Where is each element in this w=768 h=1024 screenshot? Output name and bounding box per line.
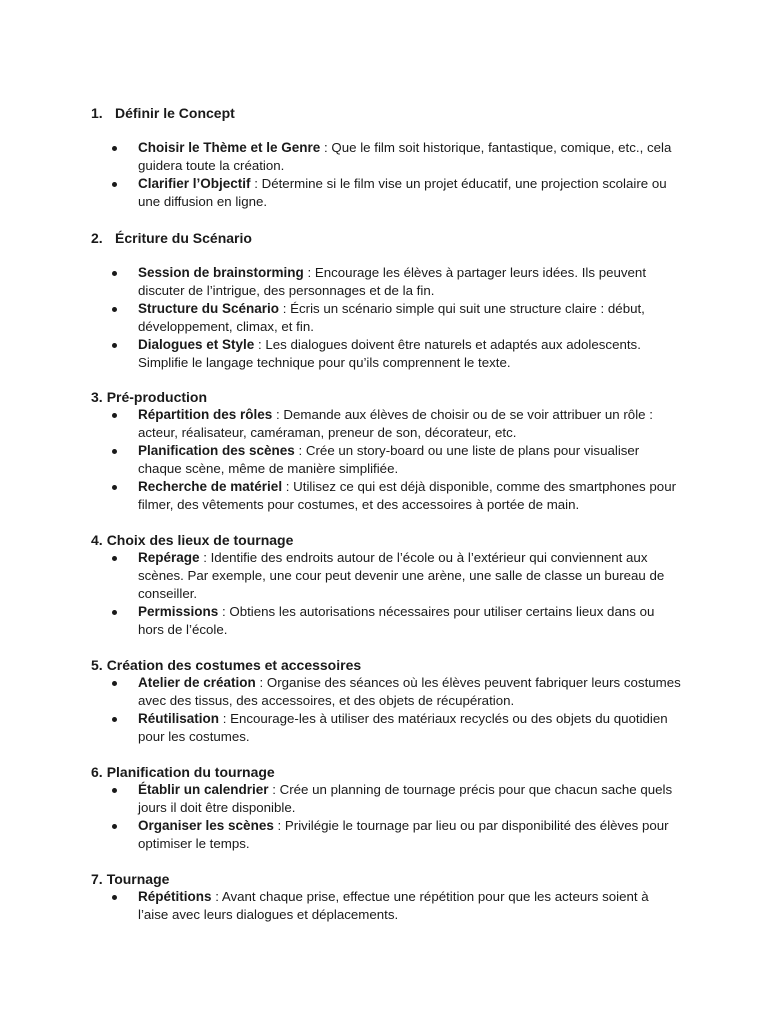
bullet-list [112, 549, 682, 639]
bullet-icon [112, 146, 117, 151]
section-title: Création des costumes et accessoires [106, 657, 362, 673]
section-heading [91, 229, 252, 247]
item-description: : Détermine si le film vise un projet éducatif, une projection scolaire ou une diffusion en ligne. [138, 176, 667, 209]
bullet-list [112, 674, 682, 746]
item-term: Structure du Scénario [138, 301, 280, 316]
section-number: 7. [91, 871, 103, 887]
section-title: Tournage [106, 871, 170, 887]
section-heading [91, 656, 361, 674]
bullet-list [112, 406, 682, 514]
list-item [112, 674, 682, 710]
list-item [112, 549, 682, 603]
item-term: Recherche de matériel [138, 479, 283, 494]
bullet-icon [112, 182, 117, 187]
bullet-list [112, 264, 682, 372]
item-term: Répartition des rôles [138, 407, 273, 422]
item-description: : Encourage-les à utiliser des matériaux recyclés ou des objets du quotidien pour les costumes. [138, 711, 668, 744]
section-number: 4. [91, 532, 103, 548]
list-item [112, 139, 682, 175]
list-item [112, 406, 682, 442]
list-item [112, 336, 682, 372]
bullet-icon [112, 895, 117, 900]
section-number: 2. [91, 230, 103, 246]
item-description: : Demande aux élèves de choisir ou de se voir attribuer un rôle : acteur, réalisateur, caméraman, preneur de son, décorateur, etc. [138, 407, 653, 440]
item-description: : Obtiens les autorisations nécessaires pour utiliser certains lieux dans ou hors de l’école. [138, 604, 655, 637]
item-term: Permissions [138, 604, 219, 619]
bullet-list [112, 888, 682, 924]
section-heading [91, 104, 235, 122]
section-title: Écriture du Scénario [115, 230, 252, 246]
item-description: : Écris un scénario simple qui suit une structure claire : début, développement, climax, et fin. [138, 301, 645, 334]
list-item [112, 264, 682, 300]
bullet-icon [112, 610, 117, 615]
bullet-icon [112, 485, 117, 490]
item-term: Repérage [138, 550, 200, 565]
list-item [112, 175, 682, 211]
section-number: 1. [91, 105, 103, 121]
section-number: 5. [91, 657, 103, 673]
list-item [112, 817, 682, 853]
list-item [112, 442, 682, 478]
section-heading [91, 763, 275, 781]
bullet-icon [112, 343, 117, 348]
list-item [112, 300, 682, 336]
item-description: : Privilégie le tournage par lieu ou par disponibilité des élèves pour optimiser le temps. [138, 818, 669, 851]
item-description: : Utilisez ce qui est déjà disponible, comme des smartphones pour filmer, des vêtements pour costumes, et des accessoires à portée de main. [138, 479, 677, 512]
bullet-icon [112, 717, 117, 722]
item-term: Répétitions [138, 889, 212, 904]
item-term: Établir un calendrier [138, 782, 269, 797]
bullet-icon [112, 556, 117, 561]
list-item [112, 781, 682, 817]
item-term: Clarifier l’Objectif [138, 176, 251, 191]
item-term: Organiser les scènes [138, 818, 274, 833]
item-description: : Que le film soit historique, fantastique, comique, etc., cela guidera toute la création. [138, 140, 672, 173]
bullet-list [112, 781, 682, 853]
section-title: Définir le Concept [115, 105, 235, 121]
item-term: Atelier de création [138, 675, 256, 690]
list-item [112, 478, 682, 514]
bullet-icon [112, 824, 117, 829]
item-term: Choisir le Thème et le Genre [138, 140, 321, 155]
item-description: : Les dialogues doivent être naturels et adaptés aux adolescents. Simplifie le langage technique pour qu’ils comprennent le texte. [138, 337, 641, 370]
section-heading [91, 531, 293, 549]
item-term: Session de brainstorming [138, 265, 304, 280]
item-term: Planification des scènes [138, 443, 295, 458]
item-description: : Crée un planning de tournage précis pour que chacun sache quels jours il doit être disponible. [138, 782, 673, 815]
section-heading [91, 388, 207, 406]
bullet-icon [112, 271, 117, 276]
item-description: : Identifie des endroits autour de l’école ou à l’extérieur qui conviennent aux scènes. Par exemple, une cour peut devenir une arène, une salle de classe un bureau de conseiller. [138, 550, 665, 601]
bullet-icon [112, 788, 117, 793]
item-description: : Organise des séances où les élèves peuvent fabriquer leurs costumes avec des tissus, des accessoires, et des objets de récupération. [138, 675, 681, 708]
list-item [112, 888, 682, 924]
bullet-icon [112, 307, 117, 312]
section-heading [91, 870, 169, 888]
bullet-icon [112, 681, 117, 686]
section-title: Choix des lieux de tournage [106, 532, 294, 548]
list-item [112, 710, 682, 746]
section-title: Planification du tournage [106, 764, 275, 780]
list-item [112, 603, 682, 639]
item-term: Dialogues et Style [138, 337, 255, 352]
section-number: 3. [91, 389, 103, 405]
section-number: 6. [91, 764, 103, 780]
item-term: Réutilisation [138, 711, 220, 726]
section-title: Pré-production [106, 389, 208, 405]
bullet-list [112, 139, 682, 211]
item-description: : Crée un story-board ou une liste de plans pour visualiser chaque scène, même de manière simplifiée. [138, 443, 640, 476]
bullet-icon [112, 413, 117, 418]
item-description: : Encourage les élèves à partager leurs idées. Ils peuvent discuter de l’intrigue, des personnages et de la fin. [138, 265, 647, 298]
item-description: : Avant chaque prise, effectue une répétition pour que les acteurs soient à l’aise avec leurs dialogues et déplacements. [138, 889, 649, 922]
bullet-icon [112, 449, 117, 454]
